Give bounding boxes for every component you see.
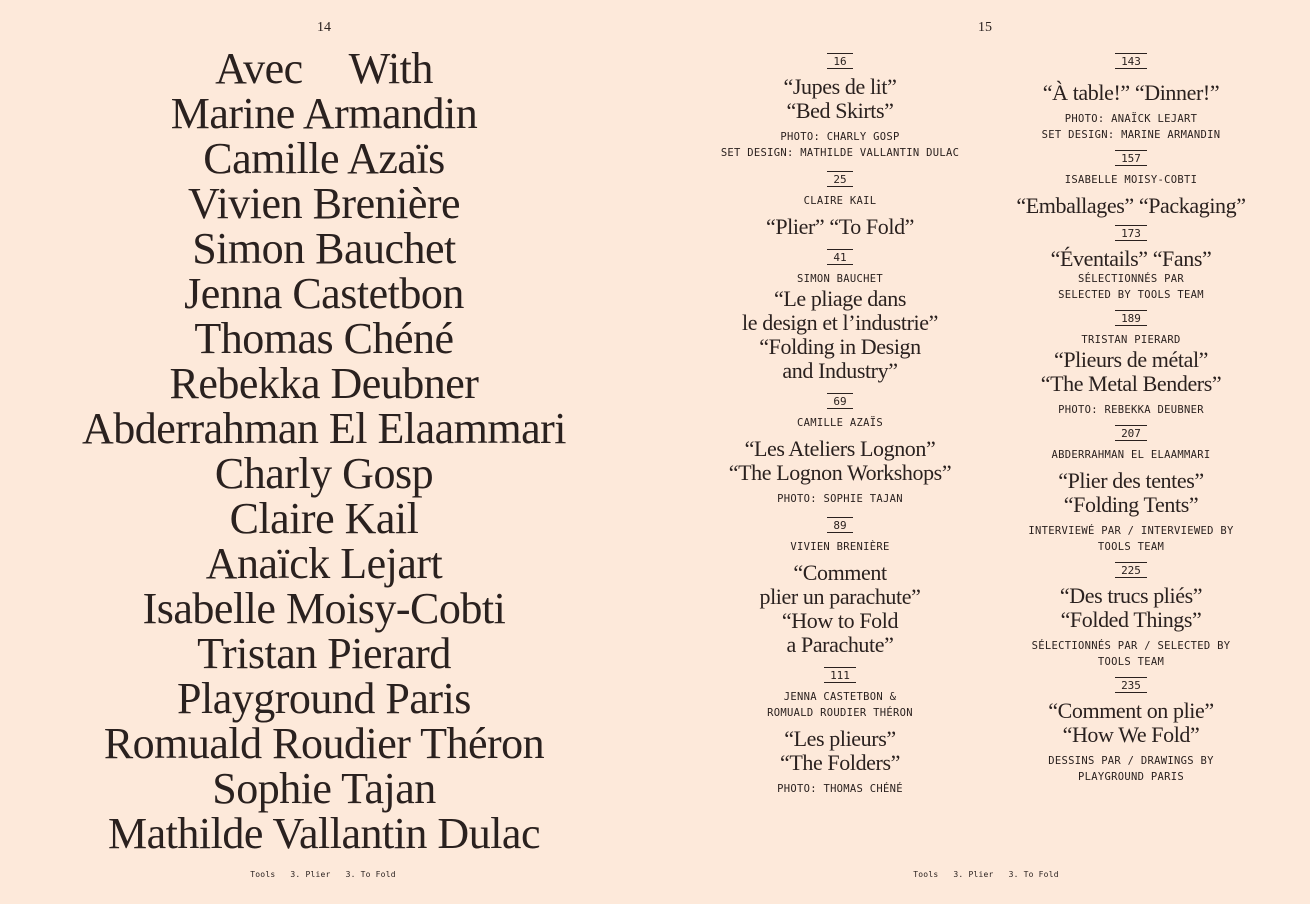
contents-column-1 [710,52,970,797]
footer-section-fr: 3. Plier [290,870,331,879]
toc-title: “Emballages” “Packaging” [1016,193,1246,218]
contributor-name: Sophie Tajan [212,764,436,813]
toc-title-en: “Folded Things” [1060,607,1202,632]
toc-title-fr: “Plieurs de métal” [1053,347,1209,372]
page-number-right: 15 [978,20,992,35]
contributor-name: Jenna Castetbon [184,269,464,318]
toc-title-fr: “Comment [793,560,887,585]
running-footer-left [0,870,648,879]
running-footer-right [663,870,1309,879]
contributor-name: Simon Bauchet [192,224,456,273]
contributor-name: Isabelle Moisy-Cobti [142,584,506,633]
toc-title-en: “The Folders” [779,750,901,775]
toc-title-fr: “Les plieurs” [784,726,896,751]
toc-credit: SET DESIGN: MARINE ARMANDIN [1041,129,1221,141]
toc-credit: SÉLECTIONNÉS PAR [1078,273,1184,285]
toc-page-number: 173 [1115,225,1147,241]
toc-title-en: a Parachute” [786,632,894,657]
toc-page-number: 157 [1115,150,1147,166]
toc-page-number: 41 [827,249,852,265]
toc-title-fr: “Des trucs pliés” [1059,583,1203,608]
page-number-left: 14 [317,20,331,35]
toc-title-en: “Bed Skirts” [786,98,894,123]
toc-entry[interactable] [1001,149,1261,218]
contributor-name: Camille Azaïs [203,134,445,183]
toc-credit: PHOTO: THOMAS CHÉNÉ [777,783,903,795]
toc-credit: SET DESIGN: MATHILDE VALLANTIN DULAC [720,147,960,159]
toc-author: ABDERRAHMAN EL ELAAMMARI [1051,449,1211,461]
toc-entry[interactable] [1001,561,1261,670]
contributors-list [0,46,648,856]
toc-entry[interactable] [1001,424,1261,555]
toc-entry[interactable] [710,52,970,161]
toc-author: TRISTAN PIERARD [1081,334,1181,346]
footer-section-en: 3. To Fold [345,870,396,879]
toc-entry[interactable] [710,170,970,239]
toc-page-number: 143 [1115,53,1147,69]
toc-page-number: 111 [824,667,856,683]
toc-credit: PLAYGROUND PARIS [1078,771,1184,783]
footer-magazine: Tools [250,870,276,879]
contributor-name: Anaïck Lejart [205,539,443,588]
toc-credit: DESSINS PAR / DRAWINGS BY [1048,755,1214,767]
toc-credit: SÉLECTIONNÉS PAR / SELECTED BY [1031,640,1231,652]
toc-entry[interactable] [710,392,970,507]
toc-entry[interactable] [710,666,970,797]
toc-credit: PHOTO: REBEKKA DEUBNER [1058,404,1204,416]
toc-title: “Plier” “To Fold” [765,214,915,239]
footer-section-fr: 3. Plier [953,870,994,879]
toc-page-number: 25 [827,171,852,187]
toc-credit: PHOTO: CHARLY GOSP [780,131,900,143]
toc-entry[interactable] [1001,224,1261,303]
toc-page-number: 207 [1115,425,1147,441]
right-page [655,0,1310,904]
toc-title-en: and Industry” [782,358,898,383]
contributor-name: Rebekka Deubner [169,359,479,408]
toc-author: VIVIEN BRENIÈRE [790,541,890,553]
toc-page-number: 225 [1115,562,1147,578]
toc-author: CAMILLE AZAÏS [796,417,884,429]
toc-title-en: “Folding in Design [759,334,921,359]
toc-title-en: “How to Fold [781,608,899,633]
toc-title-fr: “Plier des tentes” [1058,468,1204,493]
contributor-name: Mathilde Vallantin Dulac [108,809,540,858]
with-label: With [348,44,433,93]
toc-credit: TOOLS TEAM [1097,541,1165,553]
toc-title-en: “How We Fold” [1062,722,1200,747]
toc-credit: INTERVIEWÉ PAR / INTERVIEWED BY [1028,525,1234,537]
toc-page-number: 16 [827,53,852,69]
toc-credit: SELECTED BY TOOLS TEAM [1058,289,1204,301]
avec-label: Avec [215,44,303,93]
toc-entry[interactable] [710,248,970,383]
contributor-name: Claire Kail [229,494,419,543]
toc-author: SIMON BAUCHET [796,273,884,285]
avec-with-heading [0,46,648,91]
toc-title: “Éventails” “Fans” [1050,246,1212,271]
toc-credit: PHOTO: ANAÏCK LEJART [1064,113,1198,125]
contributor-name: Charly Gosp [214,449,434,498]
toc-page-number: 189 [1115,310,1147,326]
contents-column-2 [1001,52,1261,785]
toc-title-en: “The Lognon Workshops” [728,460,952,485]
toc-title-fr: le design et l’industrie” [742,310,938,335]
footer-section-en: 3. To Fold [1008,870,1059,879]
toc-credit: TOOLS TEAM [1097,656,1165,668]
toc-title-fr: “Jupes de lit” [783,74,897,99]
toc-author: ROMUALD ROUDIER THÉRON [767,707,913,719]
toc-title-en: “The Metal Benders” [1040,371,1222,396]
toc-author: JENNA CASTETBON & [783,691,897,703]
contributor-name: Thomas Chéné [194,314,454,363]
toc-author: CLAIRE KAIL [803,195,877,207]
contributor-name: Playground Paris [177,674,471,723]
toc-title-fr: plier un parachute” [759,584,921,609]
toc-page-number: 69 [827,393,852,409]
toc-title-fr: “Comment on plie” [1048,698,1214,723]
toc-title-en: “Folding Tents” [1063,492,1199,517]
toc-credit: PHOTO: SOPHIE TAJAN [777,493,903,505]
contributor-name: Abderrahman El Elaammari [81,404,566,453]
contributor-name: Tristan Pierard [197,629,451,678]
toc-title-fr: “Le pliage dans [773,286,907,311]
toc-entry[interactable] [1001,309,1261,418]
toc-page-number: 235 [1115,677,1147,693]
toc-page-number: 89 [827,517,852,533]
footer-magazine: Tools [913,870,939,879]
toc-entry[interactable] [1001,52,1261,143]
toc-title-fr: “Les Ateliers Lognon” [744,436,936,461]
toc-entry[interactable] [1001,676,1261,785]
toc-entry[interactable] [710,516,970,657]
contributor-name: Vivien Brenière [187,179,461,228]
contributor-name: Romuald Roudier Théron [103,719,545,768]
contributor-name: Marine Armandin [170,89,478,138]
toc-author: ISABELLE MOISY-COBTI [1064,174,1198,186]
toc-title: “À table!” “Dinner!” [1042,80,1220,105]
